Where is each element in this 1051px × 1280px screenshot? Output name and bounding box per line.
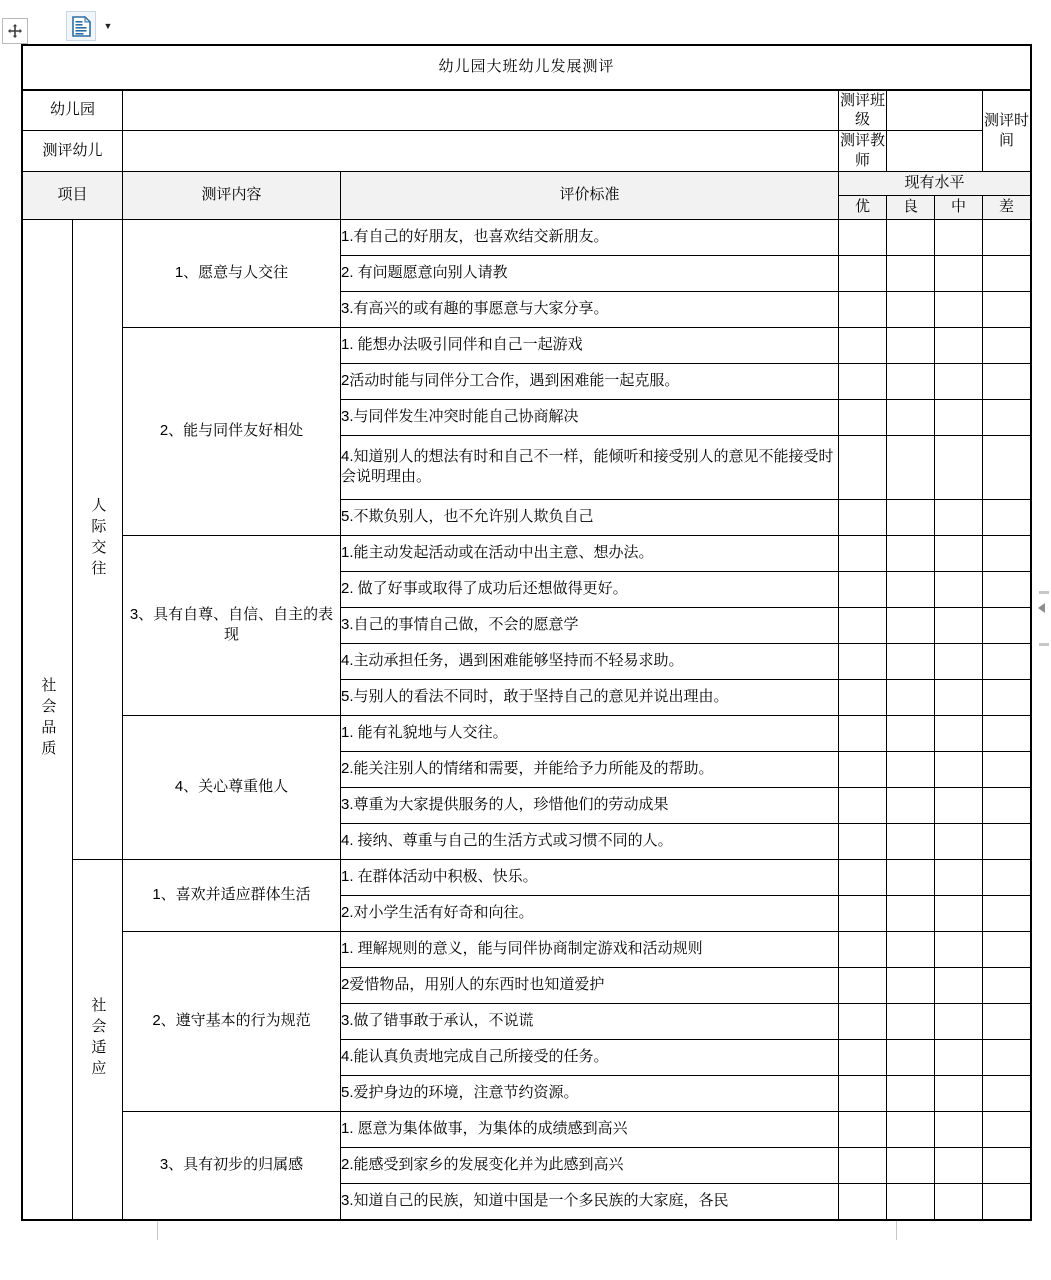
- rating-cell[interactable]: [935, 607, 983, 643]
- rating-cell[interactable]: [839, 895, 887, 931]
- rating-cell[interactable]: [983, 399, 1031, 435]
- criteria-text-cell: 5.爱护身边的环境，注意节约资源。: [341, 1075, 839, 1111]
- rating-cell[interactable]: [839, 787, 887, 823]
- rating-cell[interactable]: [887, 435, 935, 499]
- rating-cell[interactable]: [935, 751, 983, 787]
- rating-cell[interactable]: [887, 1147, 935, 1183]
- assessment-content-cell: 1、喜欢并适应群体生活: [123, 859, 341, 931]
- col-header-level-3: 差: [983, 195, 1031, 219]
- criteria-text-cell: 1.有自己的好朋友，也喜欢结交新朋友。: [341, 219, 839, 255]
- rating-cell[interactable]: [887, 571, 935, 607]
- criteria-row: [23, 931, 1031, 967]
- rating-cell[interactable]: [935, 931, 983, 967]
- criteria-text-cell: 2.对小学生活有好奇和向往。: [341, 895, 839, 931]
- assessment-content-cell: 2、能与同伴友好相处: [123, 327, 341, 535]
- rating-cell[interactable]: [887, 1111, 935, 1147]
- criteria-row: [23, 219, 1031, 255]
- rating-cell[interactable]: [839, 499, 887, 535]
- criteria-text-cell: 5.不欺负别人，也不允许别人欺负自己: [341, 499, 839, 535]
- rating-cell[interactable]: [983, 1075, 1031, 1111]
- rating-cell[interactable]: [887, 535, 935, 571]
- paste-options-button[interactable]: [66, 11, 96, 41]
- rating-cell[interactable]: [887, 679, 935, 715]
- criteria-row: [23, 859, 1031, 895]
- rating-cell[interactable]: [839, 643, 887, 679]
- rating-cell[interactable]: [935, 1111, 983, 1147]
- criteria-text-cell: 1. 愿意为集体做事，为集体的成绩感到高兴: [341, 1111, 839, 1147]
- rating-cell[interactable]: [887, 1003, 935, 1039]
- title-row: [23, 46, 1031, 90]
- rating-cell[interactable]: [839, 219, 887, 255]
- criteria-text-cell: 1.能主动发起活动或在活动中出主意、想办法。: [341, 535, 839, 571]
- rating-cell[interactable]: [983, 363, 1031, 399]
- criteria-text-cell: 4.主动承担任务，遇到困难能够坚持而不轻易求助。: [341, 643, 839, 679]
- rating-cell[interactable]: [983, 1039, 1031, 1075]
- criteria-text-cell: 1. 在群体活动中积极、快乐。: [341, 859, 839, 895]
- rating-cell[interactable]: [935, 859, 983, 895]
- kindergarten-value[interactable]: [123, 90, 839, 131]
- col-header-content: 测评内容: [123, 171, 341, 219]
- criteria-text-cell: 3.知道自己的民族，知道中国是一个多民族的大家庭，各民: [341, 1183, 839, 1219]
- rating-cell[interactable]: [935, 643, 983, 679]
- rating-cell[interactable]: [839, 859, 887, 895]
- rating-cell[interactable]: [887, 787, 935, 823]
- page-title: 幼儿园大班幼儿发展测评: [23, 46, 1031, 90]
- criteria-text-cell: 4. 接纳、尊重与自己的生活方式或习惯不同的人。: [341, 823, 839, 859]
- rating-cell[interactable]: [983, 291, 1031, 327]
- rating-cell[interactable]: [839, 1111, 887, 1147]
- rating-cell[interactable]: [839, 931, 887, 967]
- rating-cell[interactable]: [887, 399, 935, 435]
- rating-cell[interactable]: [935, 1075, 983, 1111]
- rating-cell[interactable]: [935, 895, 983, 931]
- rating-cell[interactable]: [983, 643, 1031, 679]
- scroll-arrow-icon: [1038, 603, 1045, 613]
- rating-cell[interactable]: [935, 1147, 983, 1183]
- rating-cell[interactable]: [983, 327, 1031, 363]
- criteria-text-cell: 3.有高兴的或有趣的事愿意与大家分享。: [341, 291, 839, 327]
- paste-document-icon: [72, 16, 91, 37]
- rating-cell[interactable]: [839, 291, 887, 327]
- rating-cell[interactable]: [935, 435, 983, 499]
- rating-cell[interactable]: [887, 715, 935, 751]
- rating-cell[interactable]: [887, 327, 935, 363]
- assessment-content-cell: 3、具有初步的归属感: [123, 1111, 341, 1219]
- class-label: 测评班级: [839, 90, 887, 131]
- criteria-text-cell: 1. 能想办法吸引同伴和自己一起游戏: [341, 327, 839, 363]
- rating-cell[interactable]: [839, 1183, 887, 1219]
- class-value[interactable]: [887, 90, 983, 131]
- rating-cell[interactable]: [983, 715, 1031, 751]
- rating-cell[interactable]: [839, 1003, 887, 1039]
- paste-options-dropdown-arrow[interactable]: ▼: [99, 10, 117, 42]
- paste-options-smart-tag[interactable]: [66, 11, 117, 41]
- col-header-criteria: 评价标准: [341, 171, 839, 219]
- rating-cell[interactable]: [839, 751, 887, 787]
- rating-cell[interactable]: [839, 435, 887, 499]
- rating-cell[interactable]: [983, 1147, 1031, 1183]
- meta-row-child: [23, 131, 1031, 172]
- rating-cell[interactable]: [935, 823, 983, 859]
- rating-cell[interactable]: [839, 1039, 887, 1075]
- rating-cell[interactable]: [935, 363, 983, 399]
- rating-cell[interactable]: [887, 643, 935, 679]
- col-header-level-2: 中: [935, 195, 983, 219]
- criteria-row: [23, 1111, 1031, 1147]
- criteria-text-cell: 2.能关注别人的情绪和需要，并能给予力所能及的帮助。: [341, 751, 839, 787]
- rating-cell[interactable]: [839, 255, 887, 291]
- rating-cell[interactable]: [983, 787, 1031, 823]
- criteria-text-cell: 2爱惜物品，用别人的东西时也知道爱护: [341, 967, 839, 1003]
- col-header-level-0: 优: [839, 195, 887, 219]
- rating-cell[interactable]: [887, 895, 935, 931]
- rating-cell[interactable]: [983, 751, 1031, 787]
- meta-row-kindergarten: [23, 90, 1031, 131]
- col-header-level-1: 良: [887, 195, 935, 219]
- assessment-content-cell: 2、遵守基本的行为规范: [123, 931, 341, 1111]
- rating-cell[interactable]: [983, 499, 1031, 535]
- scrollbar-remnant[interactable]: [1037, 545, 1051, 680]
- rating-cell[interactable]: [887, 931, 935, 967]
- col-header-level-group: 现有水平: [839, 171, 1031, 195]
- teacher-label: 测评教师: [839, 131, 887, 172]
- criteria-text-cell: 2.能感受到家乡的发展变化并为此感到高兴: [341, 1147, 839, 1183]
- column-header-row: [23, 171, 1031, 195]
- rating-cell[interactable]: [983, 607, 1031, 643]
- rating-cell[interactable]: [935, 327, 983, 363]
- rating-cell[interactable]: [887, 255, 935, 291]
- rating-cell[interactable]: [839, 715, 887, 751]
- criteria-text-cell: 3.尊重为大家提供服务的人，珍惜他们的劳动成果: [341, 787, 839, 823]
- rating-cell[interactable]: [887, 1039, 935, 1075]
- rating-cell[interactable]: [839, 967, 887, 1003]
- rating-cell[interactable]: [887, 219, 935, 255]
- kindergarten-label: 幼儿园: [23, 90, 123, 131]
- project-label-cell: 社会品质: [23, 219, 73, 1219]
- rating-cell[interactable]: [983, 1183, 1031, 1219]
- teacher-value[interactable]: [887, 131, 983, 172]
- rating-cell[interactable]: [887, 859, 935, 895]
- rating-cell[interactable]: [935, 1039, 983, 1075]
- rating-cell[interactable]: [983, 931, 1031, 967]
- criteria-row: [23, 535, 1031, 571]
- rating-cell[interactable]: [935, 255, 983, 291]
- assessment-content-cell: 4、关心尊重他人: [123, 715, 341, 859]
- rating-cell[interactable]: [935, 399, 983, 435]
- child-label: 测评幼儿: [23, 131, 123, 172]
- rating-cell[interactable]: [935, 291, 983, 327]
- rating-cell[interactable]: [839, 823, 887, 859]
- rating-cell[interactable]: [887, 823, 935, 859]
- rating-cell[interactable]: [887, 1183, 935, 1219]
- criteria-text-cell: 3.与同伴发生冲突时能自己协商解决: [341, 399, 839, 435]
- rating-cell[interactable]: [839, 535, 887, 571]
- col-header-project: 项目: [23, 171, 123, 219]
- rating-cell[interactable]: [983, 679, 1031, 715]
- criteria-text-cell: 5.与别人的看法不同时，敢于坚持自己的意见并说出理由。: [341, 679, 839, 715]
- criteria-text-cell: 4.知道别人的想法有时和自己不一样，能倾听和接受别人的意见不能接受时会说明理由。: [341, 435, 839, 499]
- criteria-text-cell: 2. 有问题愿意向别人请教: [341, 255, 839, 291]
- rating-cell[interactable]: [983, 1003, 1031, 1039]
- rating-cell[interactable]: [983, 1111, 1031, 1147]
- criteria-text-cell: 1. 理解规则的意义，能与同伴协商制定游戏和活动规则: [341, 931, 839, 967]
- criteria-row: [23, 327, 1031, 363]
- rating-cell[interactable]: [983, 967, 1031, 1003]
- rating-cell[interactable]: [983, 859, 1031, 895]
- section-label-cell: 人际交往: [73, 219, 123, 859]
- rating-cell[interactable]: [839, 607, 887, 643]
- rating-cell[interactable]: [983, 219, 1031, 255]
- child-value[interactable]: [123, 131, 839, 172]
- section-label-cell: 社会适应: [73, 859, 123, 1219]
- rating-cell[interactable]: [983, 255, 1031, 291]
- rating-cell[interactable]: [887, 291, 935, 327]
- rating-cell[interactable]: [839, 1147, 887, 1183]
- rating-cell[interactable]: [935, 679, 983, 715]
- rating-cell[interactable]: [935, 499, 983, 535]
- criteria-row: [23, 715, 1031, 751]
- rating-cell[interactable]: [983, 895, 1031, 931]
- rating-cell[interactable]: [935, 715, 983, 751]
- criteria-text-cell: 2. 做了好事或取得了成功后还想做得更好。: [341, 571, 839, 607]
- rating-cell[interactable]: [935, 967, 983, 1003]
- criteria-text-cell: 4.能认真负责地完成自己所接受的任务。: [341, 1039, 839, 1075]
- rating-cell[interactable]: [839, 1075, 887, 1111]
- rating-cell[interactable]: [983, 823, 1031, 859]
- rating-cell[interactable]: [839, 363, 887, 399]
- rating-cell[interactable]: [983, 435, 1031, 499]
- rating-cell[interactable]: [887, 967, 935, 1003]
- assessment-content-cell: 1、愿意与人交往: [123, 219, 341, 327]
- rating-cell[interactable]: [983, 571, 1031, 607]
- rating-cell[interactable]: [935, 535, 983, 571]
- rating-cell[interactable]: [887, 751, 935, 787]
- criteria-text-cell: 3.自己的事情自己做，不会的愿意学: [341, 607, 839, 643]
- criteria-text-cell: 1. 能有礼貌地与人交往。: [341, 715, 839, 751]
- assessment-table: [22, 45, 1031, 1220]
- assessment-content-cell: 3、具有自尊、自信、自主的表现: [123, 535, 341, 715]
- time-label: 测评时间: [983, 90, 1031, 172]
- rating-cell[interactable]: [839, 399, 887, 435]
- rating-cell[interactable]: [887, 363, 935, 399]
- rating-cell[interactable]: [935, 787, 983, 823]
- rating-cell[interactable]: [839, 327, 887, 363]
- move-cross-icon: [7, 23, 23, 39]
- rating-cell[interactable]: [887, 1075, 935, 1111]
- rating-cell[interactable]: [935, 1003, 983, 1039]
- rating-cell[interactable]: [887, 499, 935, 535]
- rating-cell[interactable]: [935, 219, 983, 255]
- rating-cell[interactable]: [935, 571, 983, 607]
- rating-cell[interactable]: [887, 607, 935, 643]
- rating-cell[interactable]: [983, 535, 1031, 571]
- criteria-text-cell: 2活动时能与同伴分工合作，遇到困难能一起克服。: [341, 363, 839, 399]
- criteria-text-cell: 3.做了错事敢于承认，不说谎: [341, 1003, 839, 1039]
- table-move-handle[interactable]: [2, 18, 28, 44]
- rating-cell[interactable]: [935, 1183, 983, 1219]
- rating-cell[interactable]: [839, 571, 887, 607]
- rating-cell[interactable]: [839, 679, 887, 715]
